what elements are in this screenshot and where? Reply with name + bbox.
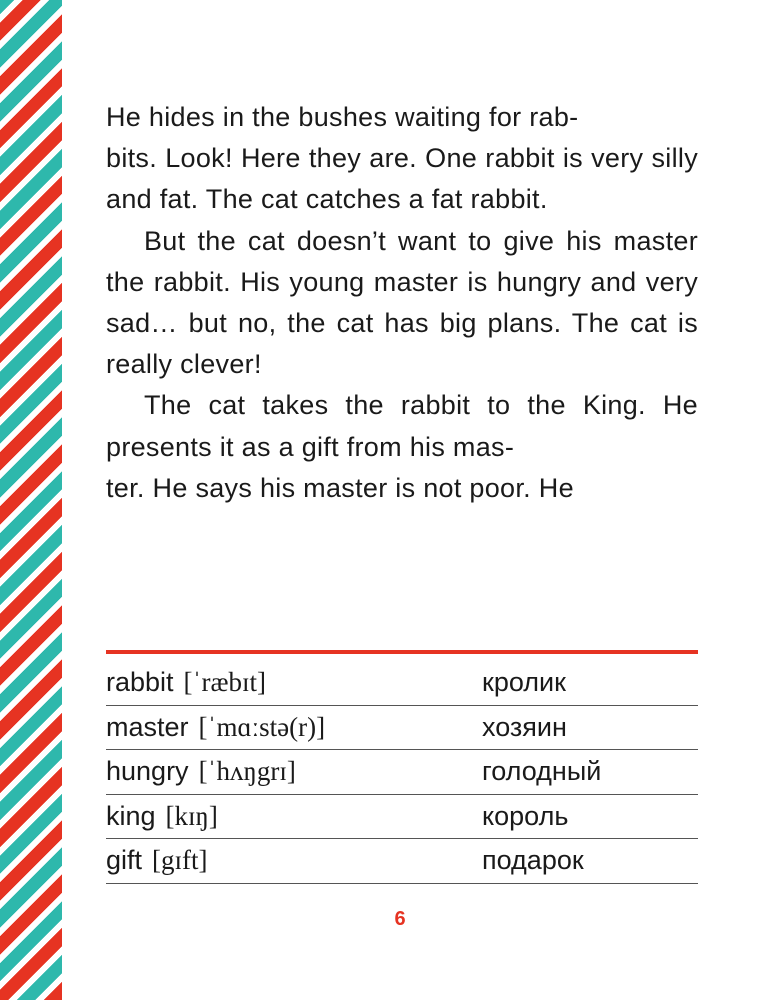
vocab-translation: кролик	[482, 667, 566, 697]
vocab-transcription: [ˈhʌŋgrɪ]	[198, 756, 296, 786]
vocab-transcription: [ˈmɑːstə(r)]	[198, 711, 326, 742]
vocab-transcription: [kɪŋ]	[165, 800, 218, 831]
vocab-transcription: [gɪft]	[152, 845, 208, 875]
vocab-translation: подарок	[482, 845, 584, 875]
paragraph-2: But the cat doesn’t want to give his master the rabbit. His young master is hungry and very sad… but no, the cat has big plans. The cat is really clever!	[106, 225, 698, 380]
vocab-word: gift	[106, 845, 143, 875]
vocab-row	[106, 750, 698, 795]
vocab-row	[106, 661, 698, 706]
vocab-word: master	[106, 711, 189, 742]
vocab-word: rabbit	[106, 667, 174, 697]
vocabulary-divider	[106, 650, 698, 654]
page-number: 6	[394, 908, 406, 930]
vocab-row	[106, 795, 698, 840]
vocab-word: hungry	[106, 756, 189, 786]
decorative-stripe-border	[0, 0, 62, 1000]
vocab-row	[106, 839, 698, 884]
story-text	[106, 97, 698, 509]
vocab-translation: хозяин	[482, 711, 567, 742]
vocab-row	[106, 706, 698, 751]
vocab-transcription: [ˈræbɪt]	[183, 667, 267, 697]
vocab-word: king	[106, 800, 156, 831]
vocabulary-table	[106, 661, 698, 884]
paragraph-3: The cat takes the rabbit to the King. He presents it as a gift from his mas- ter. He says his master is not poor. He	[106, 390, 698, 503]
vocab-translation: голодный	[482, 756, 602, 786]
vocab-translation: король	[482, 800, 569, 831]
paragraph-1: He hides in the bushes waiting for rab- bits. Look! Here they are. One rabbit is very silly and fat. The cat catches a fat rabbit.	[106, 102, 698, 215]
